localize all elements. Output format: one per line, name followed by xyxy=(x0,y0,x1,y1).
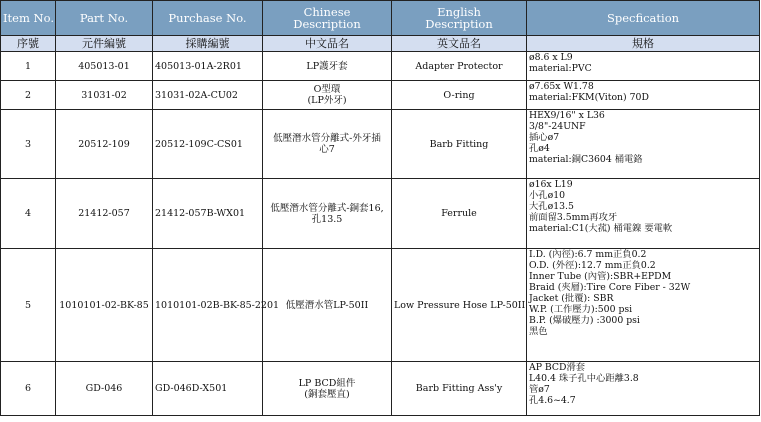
subheader-row xyxy=(1,36,760,52)
subheader-english-description: 英文品名 xyxy=(392,36,527,52)
chinese-line: LP BCD組件 xyxy=(298,377,356,389)
spec-line: Jacket (批覆): SBR xyxy=(529,293,614,304)
spec-line: B.P. (爆破壓力) :3000 psi xyxy=(529,315,640,326)
spec-line: 孔ø4 xyxy=(529,143,550,154)
header-purchase-no: Purchase No. xyxy=(153,1,263,36)
header-chinese-line-2: Description xyxy=(293,17,361,31)
subheader-chinese-description: 中文品名 xyxy=(263,36,392,52)
chinese-line: 低壓潛水管分離式-銅套16, xyxy=(270,202,384,214)
spec-line: material:FKM(Viton) 70D xyxy=(529,92,649,103)
spec-line: material:PVC xyxy=(529,63,592,74)
cell-chinese-description xyxy=(263,249,392,362)
header-english-line-1: English xyxy=(437,5,481,19)
spec-line: HEX9/16" x L36 xyxy=(529,110,605,121)
cell-item-no: 3 xyxy=(1,110,56,179)
chinese-line: 低壓潛水管分離式-外牙插 xyxy=(273,133,381,144)
spec-line: 小孔ø10 xyxy=(529,190,566,201)
spec-line: I.D. (內徑):6.7 mm正負0.2 xyxy=(529,249,647,260)
table-row xyxy=(1,81,760,110)
spec-line: material:C1(大菰) 桶電鎳 要電軟 xyxy=(529,223,673,234)
cell-specification xyxy=(527,179,760,249)
subheader-specification: 規格 xyxy=(527,36,760,52)
cell-chinese-description xyxy=(263,81,392,110)
cell-purchase-no: 21412-057B-WX01 xyxy=(153,179,263,249)
spec-line: Inner Tube (內管):SBR+EPDM xyxy=(529,271,672,282)
table-row xyxy=(1,110,760,179)
spec-line: ø7.65x W1.78 xyxy=(529,81,594,92)
spec-line: Braid (夾層):Tire Core Fiber - 32W xyxy=(529,282,691,293)
subheader-item-no: 序號 xyxy=(1,36,56,52)
cell-chinese-description xyxy=(263,179,392,249)
cell-part-no: 20512-109 xyxy=(56,110,153,179)
cell-specification xyxy=(527,110,760,179)
cell-purchase-no: 20512-109C-CS01 xyxy=(153,110,263,179)
cell-specification xyxy=(527,249,760,362)
cell-part-no: 31031-02 xyxy=(56,81,153,110)
cell-part-no: 405013-01 xyxy=(56,52,153,81)
cell-item-no: 4 xyxy=(1,179,56,249)
spec-line: 大孔ø13.5 xyxy=(529,201,574,212)
table-row xyxy=(1,52,760,81)
spec-line: ø16x L19 xyxy=(529,179,573,190)
cell-item-no: 1 xyxy=(1,52,56,81)
chinese-line: O型環 xyxy=(313,84,341,95)
chinese-line: LP護牙套 xyxy=(306,60,348,72)
cell-purchase-no: GD-046D-X501 xyxy=(153,362,263,416)
table-row xyxy=(1,362,760,416)
cell-chinese-description xyxy=(263,362,392,416)
spec-line: L40.4 珠子孔中心距離3.8 xyxy=(529,373,639,384)
header-part-no: Part No. xyxy=(56,1,153,36)
header-specification: Specfication xyxy=(527,1,760,36)
chinese-line: (LP外牙) xyxy=(307,95,347,106)
cell-english-description: Adapter Protector xyxy=(392,52,527,81)
cell-specification xyxy=(527,362,760,416)
cell-specification xyxy=(527,81,760,110)
cell-item-no: 2 xyxy=(1,81,56,110)
chinese-line: 低壓潛水管LP-50II xyxy=(285,299,369,311)
spec-line: AP BCD滑套 xyxy=(529,362,586,373)
spec-line: 孔4.6~4.7 xyxy=(529,395,576,406)
header-item-no: Item No. xyxy=(1,1,56,36)
cell-specification xyxy=(527,52,760,81)
chinese-line: (銅套壓直) xyxy=(304,388,350,400)
cell-purchase-no: 31031-02A-CU02 xyxy=(153,81,263,110)
table-row xyxy=(1,179,760,249)
table-row xyxy=(1,249,760,362)
cell-item-no: 6 xyxy=(1,362,56,416)
spec-line: 3/8"-24UNF xyxy=(529,121,586,132)
cell-english-description: Barb Fitting xyxy=(392,110,527,179)
cell-english-description: Low Pressure Hose LP-50II xyxy=(392,249,527,362)
chinese-line: 心7 xyxy=(319,144,335,155)
header-chinese-description xyxy=(263,1,392,36)
subheader-purchase-no: 採購編號 xyxy=(153,36,263,52)
cell-chinese-description xyxy=(263,52,392,81)
header-row xyxy=(1,1,760,36)
spec-line: W.P. (工作壓力):500 psi xyxy=(529,304,633,315)
header-chinese-line-1: Chinese xyxy=(303,5,351,19)
spec-line: 前面留3.5mm再攻牙 xyxy=(529,212,618,223)
cell-chinese-description xyxy=(263,110,392,179)
cell-part-no: 1010101-02-BK-85 xyxy=(56,249,153,362)
spec-line: 管ø7 xyxy=(529,384,550,395)
chinese-line: 孔13.5 xyxy=(311,213,343,225)
header-english-line-2: Description xyxy=(425,17,493,31)
cell-english-description: O-ring xyxy=(392,81,527,110)
spec-line: ø8.6 x L9 xyxy=(529,52,573,63)
spec-line: 插心ø7 xyxy=(529,132,560,143)
header-english-description xyxy=(392,1,527,36)
spec-line: O.D. (外徑):12.7 mm正負0.2 xyxy=(529,260,656,271)
cell-part-no: 21412-057 xyxy=(56,179,153,249)
cell-part-no: GD-046 xyxy=(56,362,153,416)
cell-purchase-no: 1010101-02B-BK-85-2201 xyxy=(153,249,263,362)
subheader-part-no: 元件編號 xyxy=(56,36,153,52)
spec-line: material:銅C3604 桶電鉻 xyxy=(529,154,643,165)
cell-english-description: Ferrule xyxy=(392,179,527,249)
cell-purchase-no: 405013-01A-2R01 xyxy=(153,52,263,81)
cell-english-description: Barb Fitting Ass'y xyxy=(392,362,527,416)
spec-line: 黑色 xyxy=(529,326,548,337)
cell-item-no: 5 xyxy=(1,249,56,362)
